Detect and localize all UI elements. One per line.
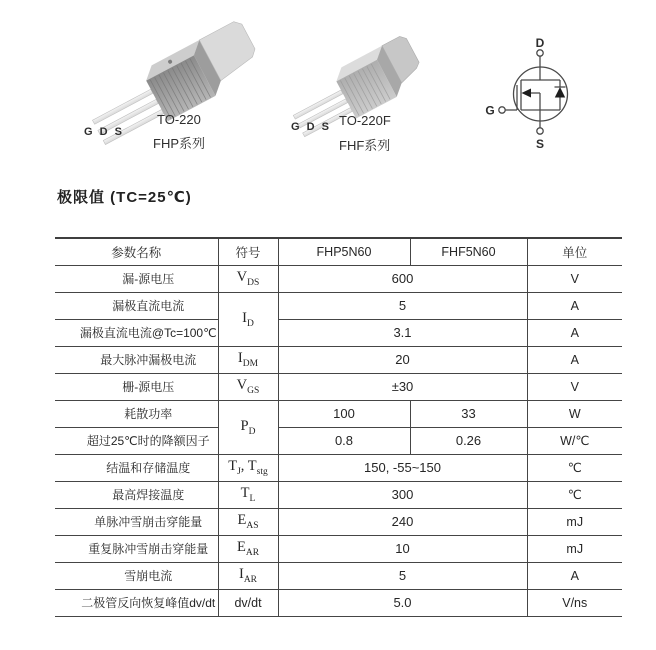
table-row xyxy=(55,589,622,616)
symbol-cell: $I_{DM}$ xyxy=(218,346,278,373)
table-row xyxy=(55,400,622,427)
value-cell-fhp: 0.8 xyxy=(278,427,410,454)
unit-cell: mJ xyxy=(527,535,622,562)
symbol-cell: dv/dt xyxy=(218,589,278,616)
param-cell: 最大脉冲漏极电流 xyxy=(55,346,218,373)
symbol-cell: $E_{AR}$ xyxy=(218,535,278,562)
value-cell: 10 xyxy=(278,535,527,562)
symbol-cell: $V_{GS}$ xyxy=(218,373,278,400)
fhp-series-label: FHP系列 xyxy=(153,136,206,151)
to220f-package-name: TO-220F xyxy=(339,113,391,128)
value-cell-fhf: 0.26 xyxy=(410,427,527,454)
value-cell: 240 xyxy=(278,508,527,535)
mosfet-symbol xyxy=(480,15,615,155)
param-cell: 单脉冲雪崩击穿能量 xyxy=(55,508,218,535)
section-title: 极限值 (TC=25℃) xyxy=(57,189,192,206)
col-header-param: 参数名称 xyxy=(55,238,218,265)
value-cell: 5.0 xyxy=(278,589,527,616)
value-cell: 3.1 xyxy=(278,319,527,346)
to220f-pin-labels: G D S xyxy=(291,121,331,133)
gate-label: G xyxy=(485,103,495,118)
param-cell: 漏极直流电流 xyxy=(55,292,218,319)
table-row xyxy=(55,427,622,454)
table-row xyxy=(55,319,622,346)
symbol-cell: $T_J$, $T_{stg}$ xyxy=(218,454,278,481)
param-cell: 最高焊接温度 xyxy=(55,481,218,508)
value-cell: 5 xyxy=(278,562,527,589)
unit-cell: A xyxy=(527,292,622,319)
param-cell: 雪崩电流 xyxy=(55,562,218,589)
table-header-row xyxy=(55,238,622,265)
value-cell: ±30 xyxy=(278,373,527,400)
unit-cell: A xyxy=(527,319,622,346)
value-cell: 600 xyxy=(278,265,527,292)
table-row xyxy=(55,292,622,319)
unit-cell: mJ xyxy=(527,508,622,535)
gate-terminal xyxy=(499,107,505,113)
fhf-series-label: FHF系列 xyxy=(339,138,391,153)
param-cell: 漏极直流电流@Tc=100℃ xyxy=(55,319,218,346)
param-cell: 漏-源电压 xyxy=(55,265,218,292)
symbol-cell: $V_{DS}$ xyxy=(218,265,278,292)
col-header-fhp5n60: FHP5N60 xyxy=(278,238,410,265)
to220-package-name: TO-220 xyxy=(157,112,201,127)
unit-cell: ℃ xyxy=(527,454,622,481)
unit-cell: W/℃ xyxy=(527,427,622,454)
unit-cell: V xyxy=(527,265,622,292)
unit-cell: W xyxy=(527,400,622,427)
symbol-cell: $E_{AS}$ xyxy=(218,508,278,535)
value-cell-fhf: 33 xyxy=(410,400,527,427)
value-cell: 5 xyxy=(278,292,527,319)
table-row xyxy=(55,481,622,508)
unit-cell: V/ns xyxy=(527,589,622,616)
value-cell-fhp: 100 xyxy=(278,400,410,427)
symbol-cell: $T_L$ xyxy=(218,481,278,508)
symbol-cell: $P_D$ xyxy=(218,400,278,454)
channel-arrow xyxy=(522,89,532,98)
drain-label: D xyxy=(535,36,545,50)
col-header-symbol: 符号 xyxy=(218,238,278,265)
source-label: S xyxy=(535,137,545,151)
col-header-unit: 单位 xyxy=(527,238,622,265)
param-cell: 栅-源电压 xyxy=(55,373,218,400)
col-header-fhf5n60: FHF5N60 xyxy=(410,238,527,265)
to220-pin-labels: G D S xyxy=(84,126,124,138)
unit-cell: V xyxy=(527,373,622,400)
source-terminal xyxy=(537,128,543,134)
value-cell: 150, -55~150 xyxy=(278,454,527,481)
param-cell: 超过25℃时的降额因子 xyxy=(55,427,218,454)
table-row xyxy=(55,562,622,589)
unit-cell: ℃ xyxy=(527,481,622,508)
param-cell: 结温和存储温度 xyxy=(55,454,218,481)
table-row xyxy=(55,454,622,481)
table-row xyxy=(55,373,622,400)
unit-cell: A xyxy=(527,562,622,589)
table-row xyxy=(55,265,622,292)
drain-terminal xyxy=(537,50,543,56)
param-cell: 二极管反向恢复峰值dv/dt xyxy=(55,589,218,616)
param-cell: 耗散功率 xyxy=(55,400,218,427)
table-row xyxy=(55,346,622,373)
table-row xyxy=(55,535,622,562)
param-cell: 重复脉冲雪崩击穿能量 xyxy=(55,535,218,562)
limits-table xyxy=(55,237,622,617)
value-cell: 20 xyxy=(278,346,527,373)
table-row xyxy=(55,508,622,535)
symbol-cell: $I_D$ xyxy=(218,292,278,346)
value-cell: 300 xyxy=(278,481,527,508)
symbol-cell: $I_{AR}$ xyxy=(218,562,278,589)
body-diode xyxy=(555,87,565,98)
unit-cell: A xyxy=(527,346,622,373)
